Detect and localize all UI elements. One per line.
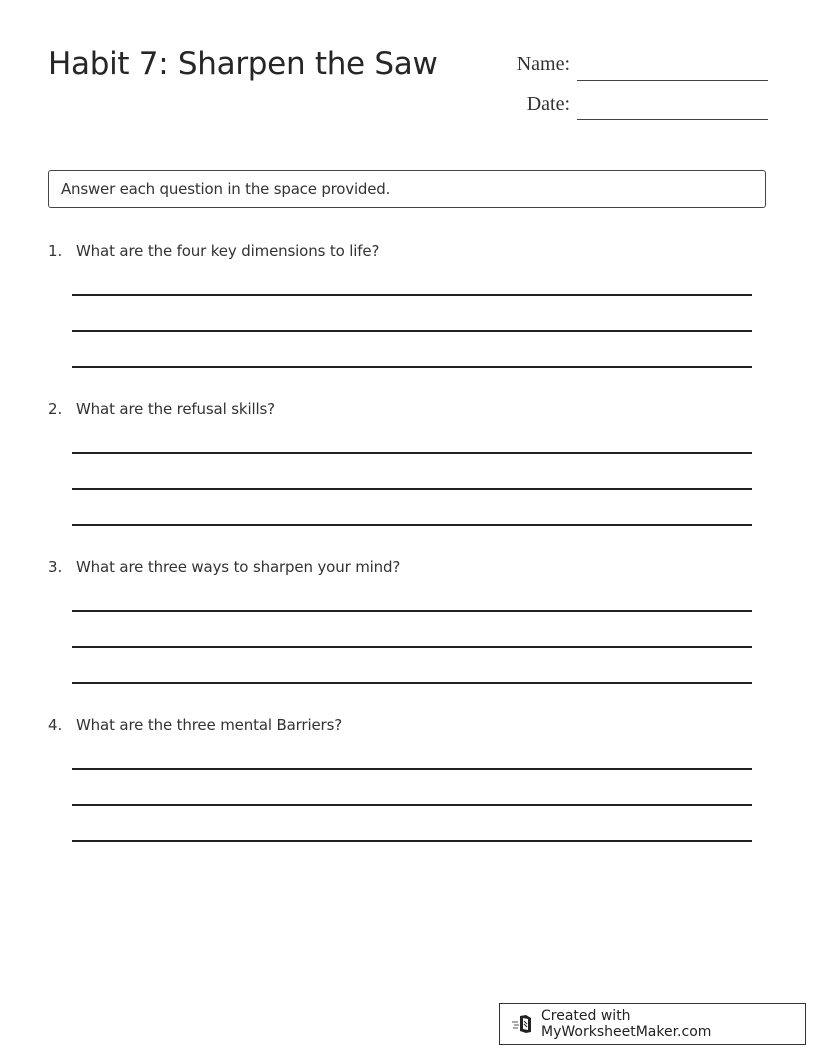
answer-line[interactable] bbox=[72, 804, 752, 806]
question-number: 1. bbox=[48, 242, 63, 260]
worksheet-logo-icon bbox=[511, 1014, 533, 1034]
answer-line[interactable] bbox=[72, 488, 752, 490]
question-number: 2. bbox=[48, 400, 63, 418]
answer-line[interactable] bbox=[72, 646, 752, 648]
question-number: 4. bbox=[48, 716, 63, 734]
question-text: What are three ways to sharpen your mind? bbox=[76, 558, 401, 576]
date-field[interactable] bbox=[577, 119, 768, 120]
answer-line[interactable] bbox=[72, 768, 752, 770]
answer-line[interactable] bbox=[72, 840, 752, 842]
answer-line[interactable] bbox=[72, 294, 752, 296]
answer-line[interactable] bbox=[72, 452, 752, 454]
name-field[interactable] bbox=[577, 80, 768, 81]
answer-line[interactable] bbox=[72, 682, 752, 684]
answer-line[interactable] bbox=[72, 610, 752, 612]
name-label: Name: bbox=[516, 53, 570, 75]
question-number: 3. bbox=[48, 558, 63, 576]
footer-text: Created with MyWorksheetMaker.com bbox=[541, 1008, 712, 1040]
answer-line[interactable] bbox=[72, 524, 752, 526]
question-text: What are the three mental Barriers? bbox=[76, 716, 343, 734]
instructions-box: Answer each question in the space provided. bbox=[48, 170, 766, 208]
footer-badge[interactable] bbox=[499, 1003, 806, 1045]
page-title: Habit 7: Sharpen the Saw bbox=[48, 46, 438, 82]
answer-line[interactable] bbox=[72, 330, 752, 332]
date-label: Date: bbox=[526, 93, 570, 115]
answer-line[interactable] bbox=[72, 366, 752, 368]
question-text: What are the refusal skills? bbox=[76, 400, 275, 418]
question-text: What are the four key dimensions to life? bbox=[76, 242, 380, 260]
